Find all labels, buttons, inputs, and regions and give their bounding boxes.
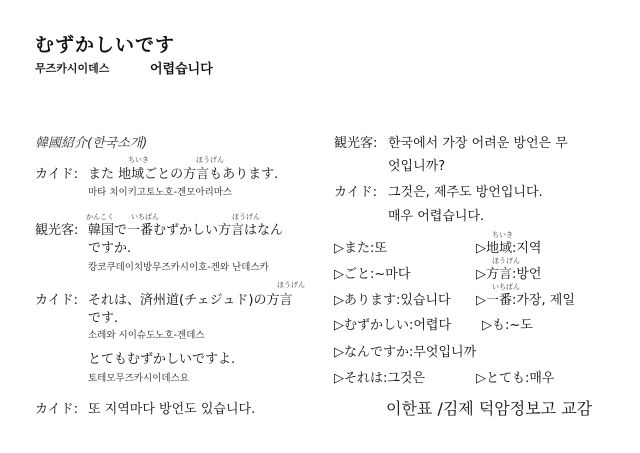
- vocab-item: ▷それは:그것은: [334, 371, 426, 386]
- ruby-chiiki: ちいき: [492, 231, 513, 239]
- reading-line: 소레와 시이슈도노호-겐데스: [88, 330, 205, 341]
- vocab-item: ▷とても:매우: [476, 371, 555, 386]
- vocab-item: ▷また:또: [334, 241, 387, 256]
- dialogue-line-cont: です.: [88, 311, 119, 326]
- ruby-chiiki: ちいき: [128, 156, 149, 164]
- reading-line: 캉코쿠데이치방무즈카시이호-겐와 난데스카: [88, 262, 269, 273]
- dialogue-line-cont: 엇입니까?: [388, 159, 446, 174]
- speaker-tourist: 観光客:: [35, 223, 79, 238]
- ruby-hougen: ほうげん: [277, 281, 305, 289]
- vocab-item: ▷なんですか:무엇입니까: [334, 345, 477, 360]
- title-meaning: 어렵습니다: [150, 62, 213, 77]
- dialogue-line: 韓国で一番むずかしい方言はなん: [88, 223, 284, 238]
- page-title: むずかしいです: [35, 34, 176, 56]
- ruby-hougen: ほうげん: [232, 213, 260, 221]
- ruby-kankoku: かんこく: [86, 213, 114, 221]
- dialogue-line: 또 지역마다 방언도 있습니다.: [88, 402, 256, 417]
- vocab-item: ▷一番:가장, 제일: [476, 293, 575, 308]
- speaker-guide: カイド:: [35, 293, 78, 308]
- speaker-guide: カイド:: [334, 185, 377, 200]
- vocab-item: ▷むずかしい:어렵다: [334, 318, 452, 333]
- reading-line: 마타 치이키고토노호-겐모아리마스: [88, 187, 233, 198]
- ruby-hougen: ほうげん: [492, 257, 520, 265]
- ruby-hougen: ほうげん: [196, 156, 224, 164]
- ruby-ichiban: いちばん: [492, 283, 520, 291]
- dialogue-line-cont: ですか.: [88, 241, 132, 256]
- dialogue-line-extra: とてもむずかしいですよ.: [88, 352, 236, 367]
- intro-heading: 韓國紹介(한국소개): [35, 136, 148, 151]
- speaker-guide: カイド:: [35, 402, 78, 417]
- vocab-item: ▷も:~도: [482, 318, 533, 333]
- dialogue-line: また 地域ごとの方言もあります.: [88, 167, 279, 182]
- speaker-guide: カイド:: [35, 167, 78, 182]
- author-credit: 이한표 /김제 덕암정보고 교감: [386, 399, 593, 418]
- dialogue-line: 그것은, 제주도 방언입니다.: [388, 185, 543, 200]
- speaker-tourist: 観光客:: [334, 136, 378, 151]
- vocab-item: ▷ごと:~마다: [334, 267, 411, 282]
- dialogue-line: 한국에서 가장 어려운 방언은 무: [388, 136, 568, 151]
- vocab-item: ▷地域:지역: [476, 241, 542, 256]
- vocab-item: ▷あります:있습니다: [334, 293, 451, 308]
- vocab-item: ▷方言:방언: [476, 267, 542, 282]
- title-reading: 무즈카시이데스: [35, 62, 110, 75]
- reading-line: 토테모무즈카시이데스요: [88, 373, 189, 384]
- ruby-ichiban: いちばん: [131, 213, 159, 221]
- dialogue-line-cont: 매우 어렵습니다.: [388, 209, 485, 224]
- dialogue-line: それは、済州道(チェジュド)の方言: [88, 293, 293, 308]
